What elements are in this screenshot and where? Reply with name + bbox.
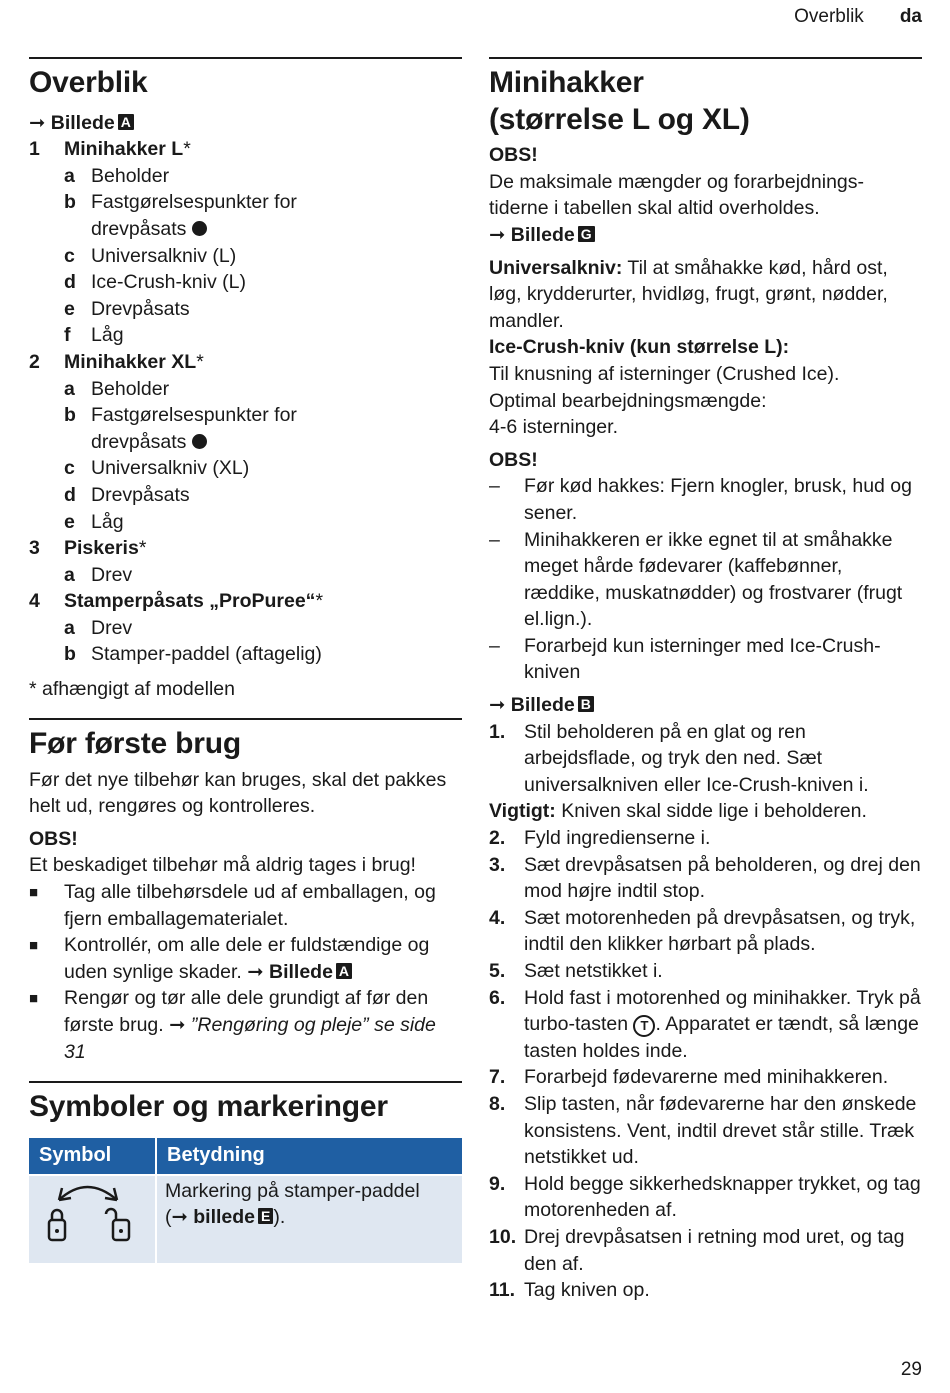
- list-item: 10. Drej drevpåsatsen i retning mod uret, og tag den af.: [489, 1225, 905, 1275]
- list-item: 4. Sæt motorenheden på drevpåsatsen, og tryk, indtil den klikker hørbart på plads.: [489, 906, 916, 956]
- first-use-bullets: [29, 879, 462, 1065]
- table-header-symbol: Symbol: [29, 1138, 157, 1174]
- right-column: [489, 57, 922, 1304]
- arrow-right-icon: ➞: [247, 960, 264, 983]
- arrow-right-icon: ➞: [489, 694, 506, 717]
- table-row: [29, 1174, 462, 1264]
- list-item: c Universalkniv (XL): [64, 457, 250, 480]
- figure-ref-b: ➞ Billede B: [489, 692, 922, 719]
- overview-footnote: * afhængigt af modellen: [29, 678, 235, 701]
- list-item: b Fastgørelsespunkter for drevpåsats: [64, 404, 297, 453]
- overview-title: Overblik: [29, 66, 148, 99]
- obs-label: OBS!: [489, 144, 538, 167]
- list-item: 2 Minihakker XL *: [29, 350, 204, 373]
- obs-label: OBS!: [489, 448, 538, 471]
- list-item: ■ Kontrollér, om alle dele er fuldstændige og uden synlige skader. ➞ Billede A: [29, 932, 462, 985]
- list-item: – Forarbejd kun isterninger med Ice-Crush-kniven: [489, 634, 881, 684]
- overview-figure-ref: ➞ Billede A: [29, 110, 462, 137]
- section-divider: [489, 57, 922, 59]
- list-item: 3. Sæt drevpåsatsen på beholderen, og drej den mod højre indtil stop.: [489, 853, 921, 903]
- list-item: b Fastgørelsespunkter for drevpåsats: [64, 191, 297, 240]
- list-item: 4 Stamperpåsats „ProPuree“ *: [29, 590, 324, 613]
- page-number: 29: [900, 1359, 922, 1380]
- obs-text: De maksimale mængder og forarbejdnings-tiderne i tabellen skal altid overholdes.: [489, 170, 865, 220]
- arrow-right-icon: ➞: [489, 223, 506, 246]
- list-item: 9. Hold begge sikkerhedsknapper trykket, og tag motorenheden af.: [489, 1172, 921, 1222]
- left-column: [29, 57, 462, 1263]
- list-item: 2. Fyld ingredienserne i.: [489, 827, 711, 850]
- steps-list: [489, 719, 922, 1304]
- list-item: a Drev: [64, 563, 133, 586]
- minihakker-title: Minihakker (størrelse L og XL): [489, 66, 750, 136]
- dot-marker-icon: [192, 221, 207, 236]
- universal-knife-text: Universalkniv: Til at småhakke kød, hård ost, løg, krydderurter, hvidløg, frugt, grønt, nødder, mandler.: [489, 256, 888, 332]
- list-item: 7. Forarbejd fødevarerne med minihakkeren.: [489, 1066, 889, 1089]
- arrow-right-icon: ➞: [29, 111, 46, 134]
- turbo-button-icon: T: [633, 1015, 655, 1037]
- section-divider: [29, 718, 462, 720]
- page-header: [794, 6, 922, 28]
- icecrush-text: Til knusning af isterninger (Crushed Ice). Optimal bearbejdningsmængde: 4-6 isterninger.: [489, 362, 840, 439]
- obs-label: OBS!: [29, 827, 78, 850]
- list-item: d Drevpåsats: [64, 483, 190, 506]
- list-item: ■ Tag alle tilbehørsdele ud af emballagen, og fjern emballagematerialet.: [29, 879, 462, 932]
- important-note: Vigtigt: Kniven skal sidde lige i beholderen.: [489, 800, 867, 823]
- list-item: 1. Stil beholderen på en glat og ren arbejdsflade, og tryk den ned. Sæt universalkniven eller Ice-Crush-kniven i.: [489, 720, 869, 796]
- list-item: e Låg: [64, 510, 124, 533]
- lock-rotate-icon: [37, 1178, 137, 1248]
- list-item: ■ Rengør og tør alle dele grundigt af før den første brug. ➞ ”Rengøring og pleje” se side 31: [29, 985, 462, 1065]
- list-item: 8. Slip tasten, når fødevarerne har den ønskede konsistens. Vent, indtil drevet står stille. Træk netstikket ud.: [489, 1092, 917, 1169]
- list-item: – Før kød hakkes: Fjern knogler, brusk, hud og sener.: [489, 475, 913, 524]
- cross-reference: ”Rengøring og pleje” se side 31: [64, 1014, 436, 1063]
- obs-text: Et beskadiget tilbehør må aldrig tages i brug!: [29, 854, 416, 877]
- list-item: f Låg: [64, 324, 124, 347]
- list-item: d Ice-Crush-kniv (L): [64, 271, 246, 294]
- obs-dash-list: [489, 473, 922, 686]
- header-section: Overblik: [794, 6, 864, 27]
- list-item: 5. Sæt netstikket i.: [489, 960, 663, 982]
- figure-ref-g: ➞ Billede G: [489, 222, 922, 249]
- symbol-meaning: Markering på stamper-paddel (➞ billede E ).: [157, 1174, 462, 1264]
- bullet-icon: ■: [29, 937, 39, 955]
- table-header-meaning: Betydning: [157, 1138, 462, 1174]
- symbols-table: [29, 1138, 462, 1264]
- list-item: 6. Hold fast i motorenhed og minihakker. Tryk på turbo-tasten T . Apparatet er tændt, så længe tasten holdes inde.: [489, 986, 921, 1062]
- list-item: 3 Piskeris *: [29, 537, 147, 560]
- bullet-icon: ■: [29, 990, 39, 1008]
- section-divider: [29, 1081, 462, 1083]
- arrow-right-icon: ➞: [171, 1206, 188, 1229]
- first-use-intro: Før det nye tilbehør kan bruges, skal det pakkes helt ud, rengøres og kontrolleres.: [29, 768, 447, 818]
- icecrush-label: Ice-Crush-kniv (kun størrelse L):: [489, 336, 790, 359]
- bullet-icon: ■: [29, 884, 39, 902]
- symbols-title: Symboler og markeringer: [29, 1090, 388, 1124]
- dot-marker-icon: [192, 434, 207, 449]
- arrow-right-icon: ➞: [169, 1014, 186, 1036]
- section-divider: [29, 57, 462, 59]
- first-use-title: Før første brug: [29, 727, 241, 761]
- list-item: a Beholder: [64, 377, 170, 400]
- list-item: a Beholder: [64, 164, 170, 187]
- list-item: 1 Minihakker L *: [29, 138, 191, 161]
- list-item: – Minihakkeren er ikke egnet til at småhakke meget hårde fødevarer (kaffebønner, ræddike, muskatnødder) og frostvarer (frugt el.lign.).: [489, 528, 903, 631]
- header-language: da: [899, 6, 922, 27]
- list-item: c Universalkniv (L): [64, 244, 237, 267]
- list-item: a Drev: [64, 616, 133, 639]
- overview-list: [29, 136, 462, 668]
- lock-unlock-symbol: [29, 1174, 157, 1264]
- figure-box: A: [118, 114, 134, 130]
- list-item: b Stamper-paddel (aftagelig): [64, 643, 322, 666]
- list-item: 11. Tag kniven op.: [489, 1279, 650, 1302]
- list-item: e Drevpåsats: [64, 297, 190, 320]
